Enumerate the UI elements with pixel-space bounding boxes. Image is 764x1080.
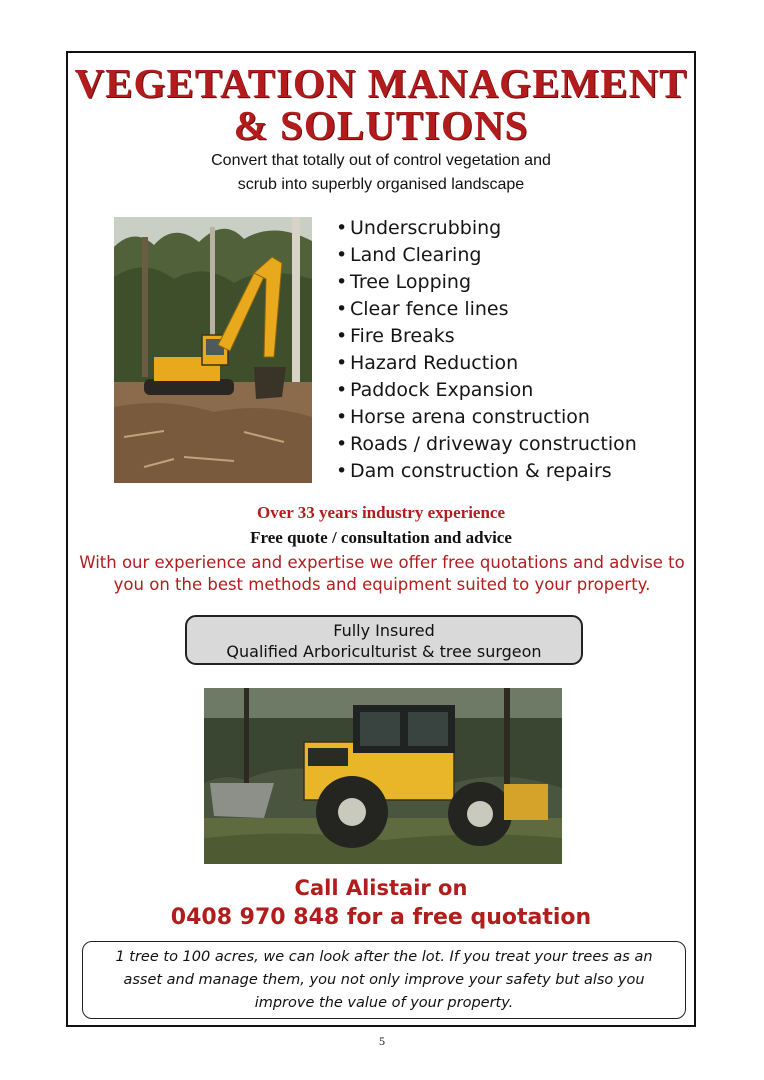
- services-list: [336, 215, 637, 485]
- service-item: • Tree Lopping: [336, 271, 472, 293]
- insured-box: [185, 615, 583, 665]
- tractor-illustration: [204, 688, 562, 864]
- subtitle: [68, 149, 694, 197]
- experience-line: Over 33 years industry experience: [256, 503, 506, 522]
- service-item: • Land Clearing: [336, 244, 482, 266]
- service-item: • Clear fence lines: [336, 298, 509, 320]
- closing-note-box: [82, 941, 686, 1019]
- service-item: • Dam construction & repairs: [336, 460, 612, 482]
- call-line-1: Call Alistair on: [294, 876, 468, 900]
- insured-line-1: Fully Insured: [333, 621, 435, 640]
- excavator-illustration: [114, 217, 312, 483]
- service-item: • Paddock Expansion: [336, 379, 534, 401]
- offer-line-2: you on the best methods and equipment suited to your property.: [113, 575, 651, 594]
- note-line-2: asset and manage them, you not only improve your safety but also you: [123, 972, 645, 988]
- excavator-photo: [114, 217, 312, 483]
- subtitle-line-2: scrub into superbly organised landscape: [237, 176, 525, 193]
- service-item: • Hazard Reduction: [336, 352, 519, 374]
- headline-line-1: VEGETATION MANAGEMENT: [74, 60, 688, 106]
- insured-line-2: Qualified Arboriculturist & tree surgeon: [226, 642, 542, 661]
- service-item: • Underscrubbing: [336, 217, 502, 239]
- service-item: • Fire Breaks: [336, 325, 455, 347]
- advertisement-frame: [66, 51, 696, 1027]
- headline-line-2: & SOLUTIONS: [233, 102, 529, 148]
- phone-number-line: 0408 970 848 for a free quotation: [170, 905, 592, 930]
- note-line-3: improve the value of your property.: [254, 995, 514, 1011]
- service-item: • Roads / driveway construction: [336, 433, 637, 455]
- service-item: • Horse arena construction: [336, 406, 590, 428]
- page-number: 5: [379, 1034, 385, 1048]
- free-quote-line: Free quote / consultation and advice: [250, 528, 512, 547]
- note-line-1: 1 tree to 100 acres, we can look after the lot. If you treat your trees as an: [115, 949, 653, 965]
- tractor-photo: [204, 688, 562, 864]
- offer-text: [72, 552, 692, 596]
- offer-line-1: With our experience and expertise we offer free quotations and advise to: [79, 553, 685, 572]
- subtitle-line-1: Convert that totally out of control vegetation and: [211, 152, 551, 169]
